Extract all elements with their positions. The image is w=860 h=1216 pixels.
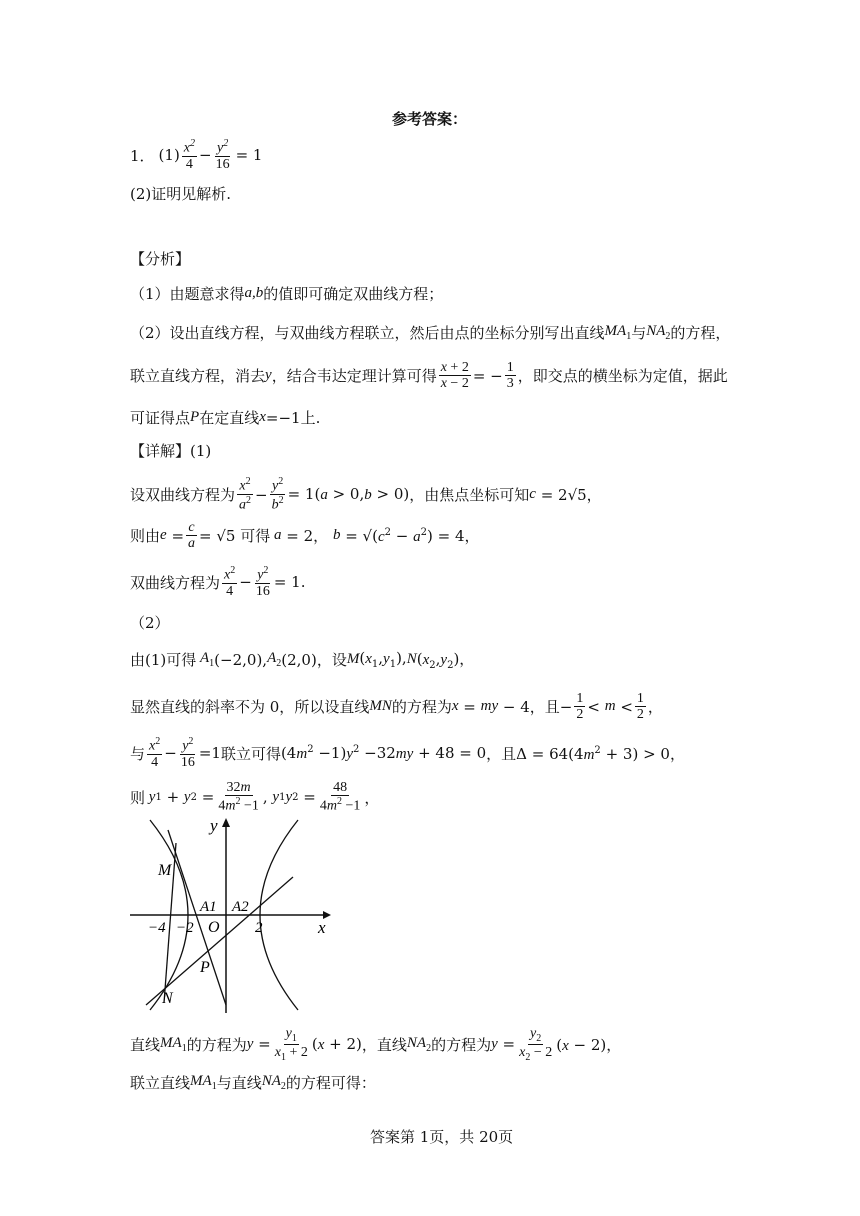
analysis-p4: 可证得点 P 在定直线 x =−1 上.: [130, 408, 321, 427]
analysis-header: 【分析】: [130, 250, 191, 268]
label-a2: A2: [232, 899, 249, 915]
label-m: M: [158, 862, 172, 879]
detail-l4: 由(1)可得 $A_1$ (−2,0), $A_2$ (2,0) ，设 M $(x_1,y_1)$, N $(x_2,y_2)$，: [130, 649, 475, 671]
hyperbola-figure: [128, 815, 338, 1015]
tick-minus2: −2: [176, 920, 194, 936]
analysis-p3: 联立直线方程，消去 y ，结合韦达定理计算可得 $\frac{x + 2}{x - 2}$ = − $\frac{1}{3}$ ，即交点的横坐标为定值，据此: [130, 360, 728, 392]
detail-l3: 双曲线方程为 $\frac{x^2}{4}$ − $\frac{y^2}{16}$ = 1.: [130, 565, 306, 600]
label-o: O: [208, 919, 220, 936]
tick-2: 2: [255, 920, 263, 936]
detail-l6: 与 $\frac{x^2}{4}$ − $\frac{y^2}{16}$ =1 联立可得 $(4m^2 -1)y^2 -32my + 48 = 0$ ，且 $\Delta = 64(4m^2 + 3) > 0$，: [130, 736, 685, 771]
page-title: 参考答案：: [392, 110, 468, 128]
x-axis-label: x: [318, 918, 326, 937]
page-footer: 答案第 1页，共 20页: [370, 1128, 514, 1146]
answer-1-part1: 1． (1) $\frac{x^2}{4}$ − $\frac{y^2}{16}$ = 1: [130, 138, 263, 173]
detail-part2: （2）: [130, 614, 170, 632]
tick-minus4: −4: [148, 920, 166, 936]
detail-l1: 设双曲线方程为 $\frac{x^2}{a^2}$ − $\frac{y^2}{b^2}$ = 1(a > 0,b > 0) ，由焦点坐标可知 c = 2√5，: [130, 476, 602, 513]
detail-l2: 则由 e = $\frac{c}{a}$ = √5 可得 a = 2， b = $√(c^2 - a^2) = 4$，: [130, 520, 480, 552]
analysis-p1: （1）由题意求得 a,b 的值即可确定双曲线方程；: [130, 285, 444, 303]
label-a1: A1: [200, 899, 217, 915]
detail-header: 【详解】(1): [130, 442, 212, 460]
detail-l7: 则 y 1 + y 2 = $\frac{32m}{4m^2 -1}$ , y 1 y 2 = $\frac{48}{4m^2 -1}$ ，: [130, 780, 380, 815]
label-p: P: [200, 959, 210, 976]
detail-l8: 直线 $MA_1$ 的方程为 y = $\frac{y_1}{x_1 + 2}$ (x + 2) ，直线 $NA_2$ 的方程为 y = $\frac{y_2}{x_2 - 2}$ (x − 2)，: [130, 1026, 622, 1063]
detail-l5: 显然直线的斜率不为 0，所以设直线 MN 的方程为 x = my − 4 ，且 − $\frac{1}{2}$ < m < $\frac{1}{2}$ ，: [130, 691, 663, 723]
label-n: N: [162, 990, 173, 1007]
y-axis-arrow: [222, 818, 230, 827]
analysis-p2: （2）设出直线方程，与双曲线方程联立，然后由点的坐标分别写出直线 $MA_1$ 与 $NA_2$ 的方程，: [130, 323, 731, 342]
answer-1-part2: (2)证明见解析.: [130, 185, 232, 203]
detail-l9: 联立直线 $MA_1$ 与直线 $NA_2$ 的方程可得：: [130, 1073, 376, 1092]
y-axis-label: y: [210, 816, 218, 835]
